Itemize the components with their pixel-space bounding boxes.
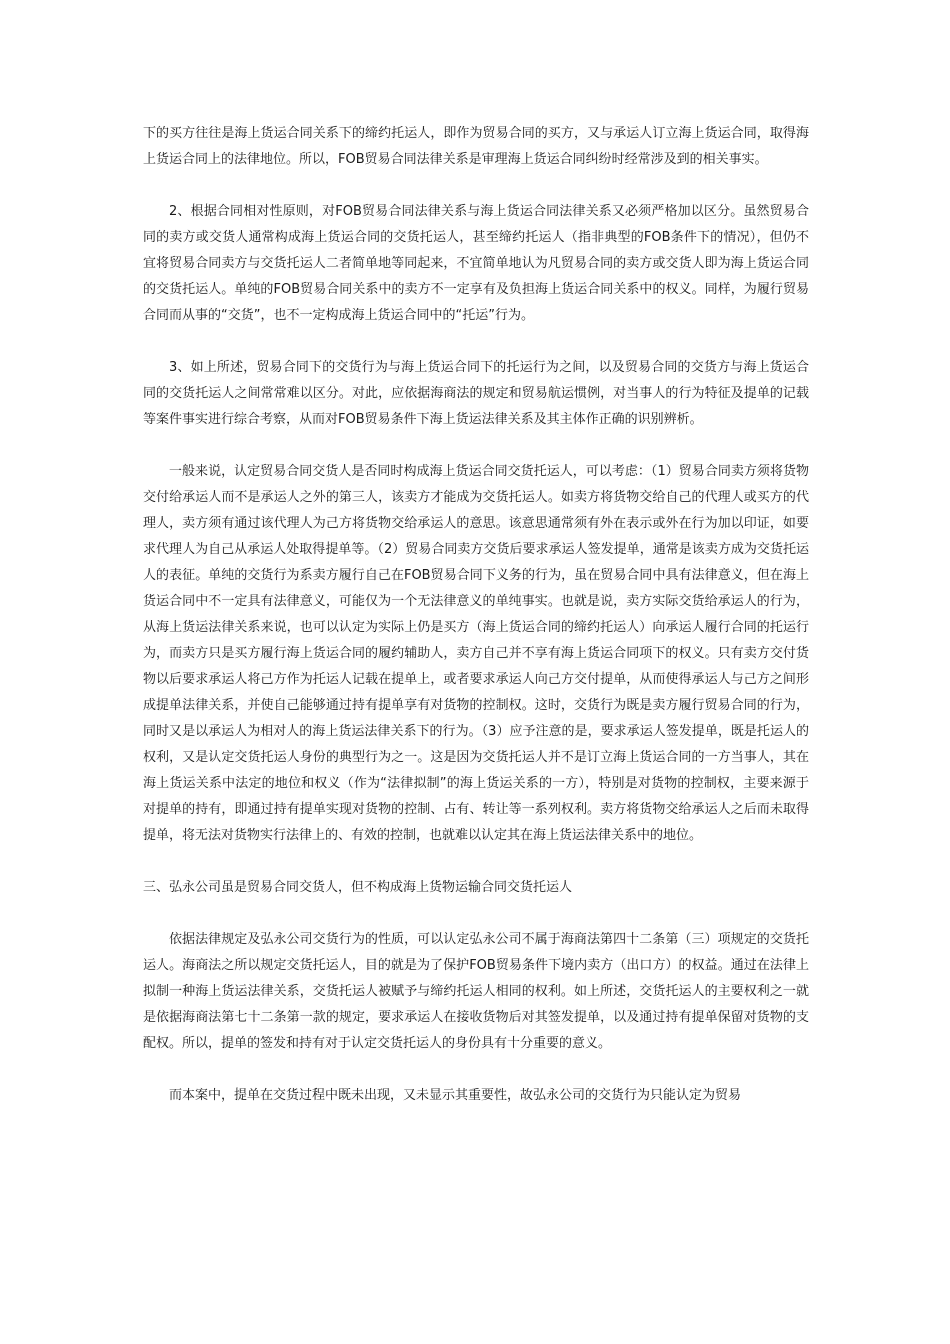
paragraph-legal-basis: 依据法律规定及弘永公司交货行为的性质，可以认定弘永公司不属于海商法第四十二条第（三）项规定的交货托运人。海商法之所以规定交货托运人，目的就是为了保护FOB贸易条件下境内卖方（出口方）的权益。通过在法律上拟制一种海上货运法律关系，交货托运人被赋予与缔约托运人相同的权利。如上所述，交货托运人的主要权利之一就是依据海商法第七十二条第一款的规定，要求承运人在接收货物后对其签发提单，以及通过持有提单保留对货物的支配权。所以，提单的签发和持有对于认定交货托运人的身份具有十分重要的意义。 [143, 932, 809, 1051]
paragraph-case-conclusion: 而本案中，提单在交货过程中既未出现，又未显示其重要性，故弘永公司的交货行为只能认定为贸易 [169, 1088, 742, 1103]
paragraph-point-2: 2、根据合同相对性原则，对FOB贸易合同法律关系与海上货运合同法律关系又必须严格加以区分。虽然贸易合同的卖方或交货人通常构成海上货运合同的交货托运人，甚至缔约托运人（指非典型的FOB条件下的情况），但仍不宜将贸易合同卖方与交货托运人二者简单地等同起来，不宜简单地认为凡贸易合同的卖方或交货人即为海上货运合同的交货托运人。单纯的FOB贸易合同关系中的卖方不一定享有及负担海上货运合同关系中的权义。同样，为履行贸易合同而从事的“交货”，也不一定构成海上货运合同中的“托运”行为。 [143, 204, 809, 323]
document-page [143, 121, 809, 1135]
paragraph-continuation: 下的买方往往是海上货运合同关系下的缔约托运人，即作为贸易合同的买方，又与承运人订立海上货运合同，取得海上货运合同上的法律地位。所以，FOB贸易合同法律关系是审理海上货运合同纠纷时经常涉及到的相关事实。 [143, 126, 809, 167]
paragraph-point-3: 3、如上所述，贸易合同下的交货行为与海上货运合同下的托运行为之间，以及贸易合同的交货方与海上货运合同的交货托运人之间常常难以区分。对此，应依据海商法的规定和贸易航运惯例，对当事人的行为特征及提单的记载等案件事实进行综合考察，从而对FOB贸易条件下海上货运法律关系及其主体作正确的识别辨析。 [143, 360, 809, 427]
paragraph-general-criteria: 一般来说，认定贸易合同交货人是否同时构成海上货运合同交货托运人，可以考虑：（1）贸易合同卖方须将货物交付给承运人而不是承运人之外的第三人，该卖方才能成为交货托运人。如卖方将货物交给自己的代理人或买方的代理人，卖方须有通过该代理人为己方将货物交给承运人的意思。该意思通常须有外在表示或外在行为加以印证，如要求代理人为自己从承运人处取得提单等。（2）贸易合同卖方交货后要求承运人签发提单，通常是该卖方成为交货托运人的表征。单纯的交货行为系卖方履行自己在FOB贸易合同下义务的行为，虽在贸易合同中具有法律意义，但在海上货运合同中不一定具有法律意义，可能仅为一个无法律意义的单纯事实。也就是说，卖方实际交货给承运人的行为，从海上货运法律关系来说，也可以认定为实际上仍是买方（海上货运合同的缔约托运人）向承运人履行合同的托运行为，而卖方只是买方履行海上货运合同的履约辅助人，卖方自己并不享有海上货运合同项下的权义。只有卖方交付货物以后要求承运人将己方作为托运人记载在提单上，或者要求承运人向己方交付提单，从而使得承运人与己方之间形成提单法律关系，并使自己能够通过持有提单享有对货物的控制权。这时，交货行为既是卖方履行贸易合同的行为，同时又是以承运人为相对人的海上货运法律关系下的行为。（3）应予注意的是，要求承运人签发提单，既是托运人的权利，又是认定交货托运人身份的典型行为之一。这是因为交货托运人并不是订立海上货运合同的一方当事人，其在海上货运关系中法定的地位和权义（作为“法律拟制”的海上货运关系的一方），特别是对货物的控制权，主要来源于对提单的持有，即通过持有提单实现对货物的控制、占有、转让等一系列权利。卖方将货物交给承运人之后而未取得提单，将无法对货物实行法律上的、有效的控制，也就难以认定其在海上货运法律关系中的地位。 [143, 464, 809, 843]
section-heading-3: 三、弘永公司虽是贸易合同交货人，但不构成海上货物运输合同交货托运人 [143, 880, 573, 895]
